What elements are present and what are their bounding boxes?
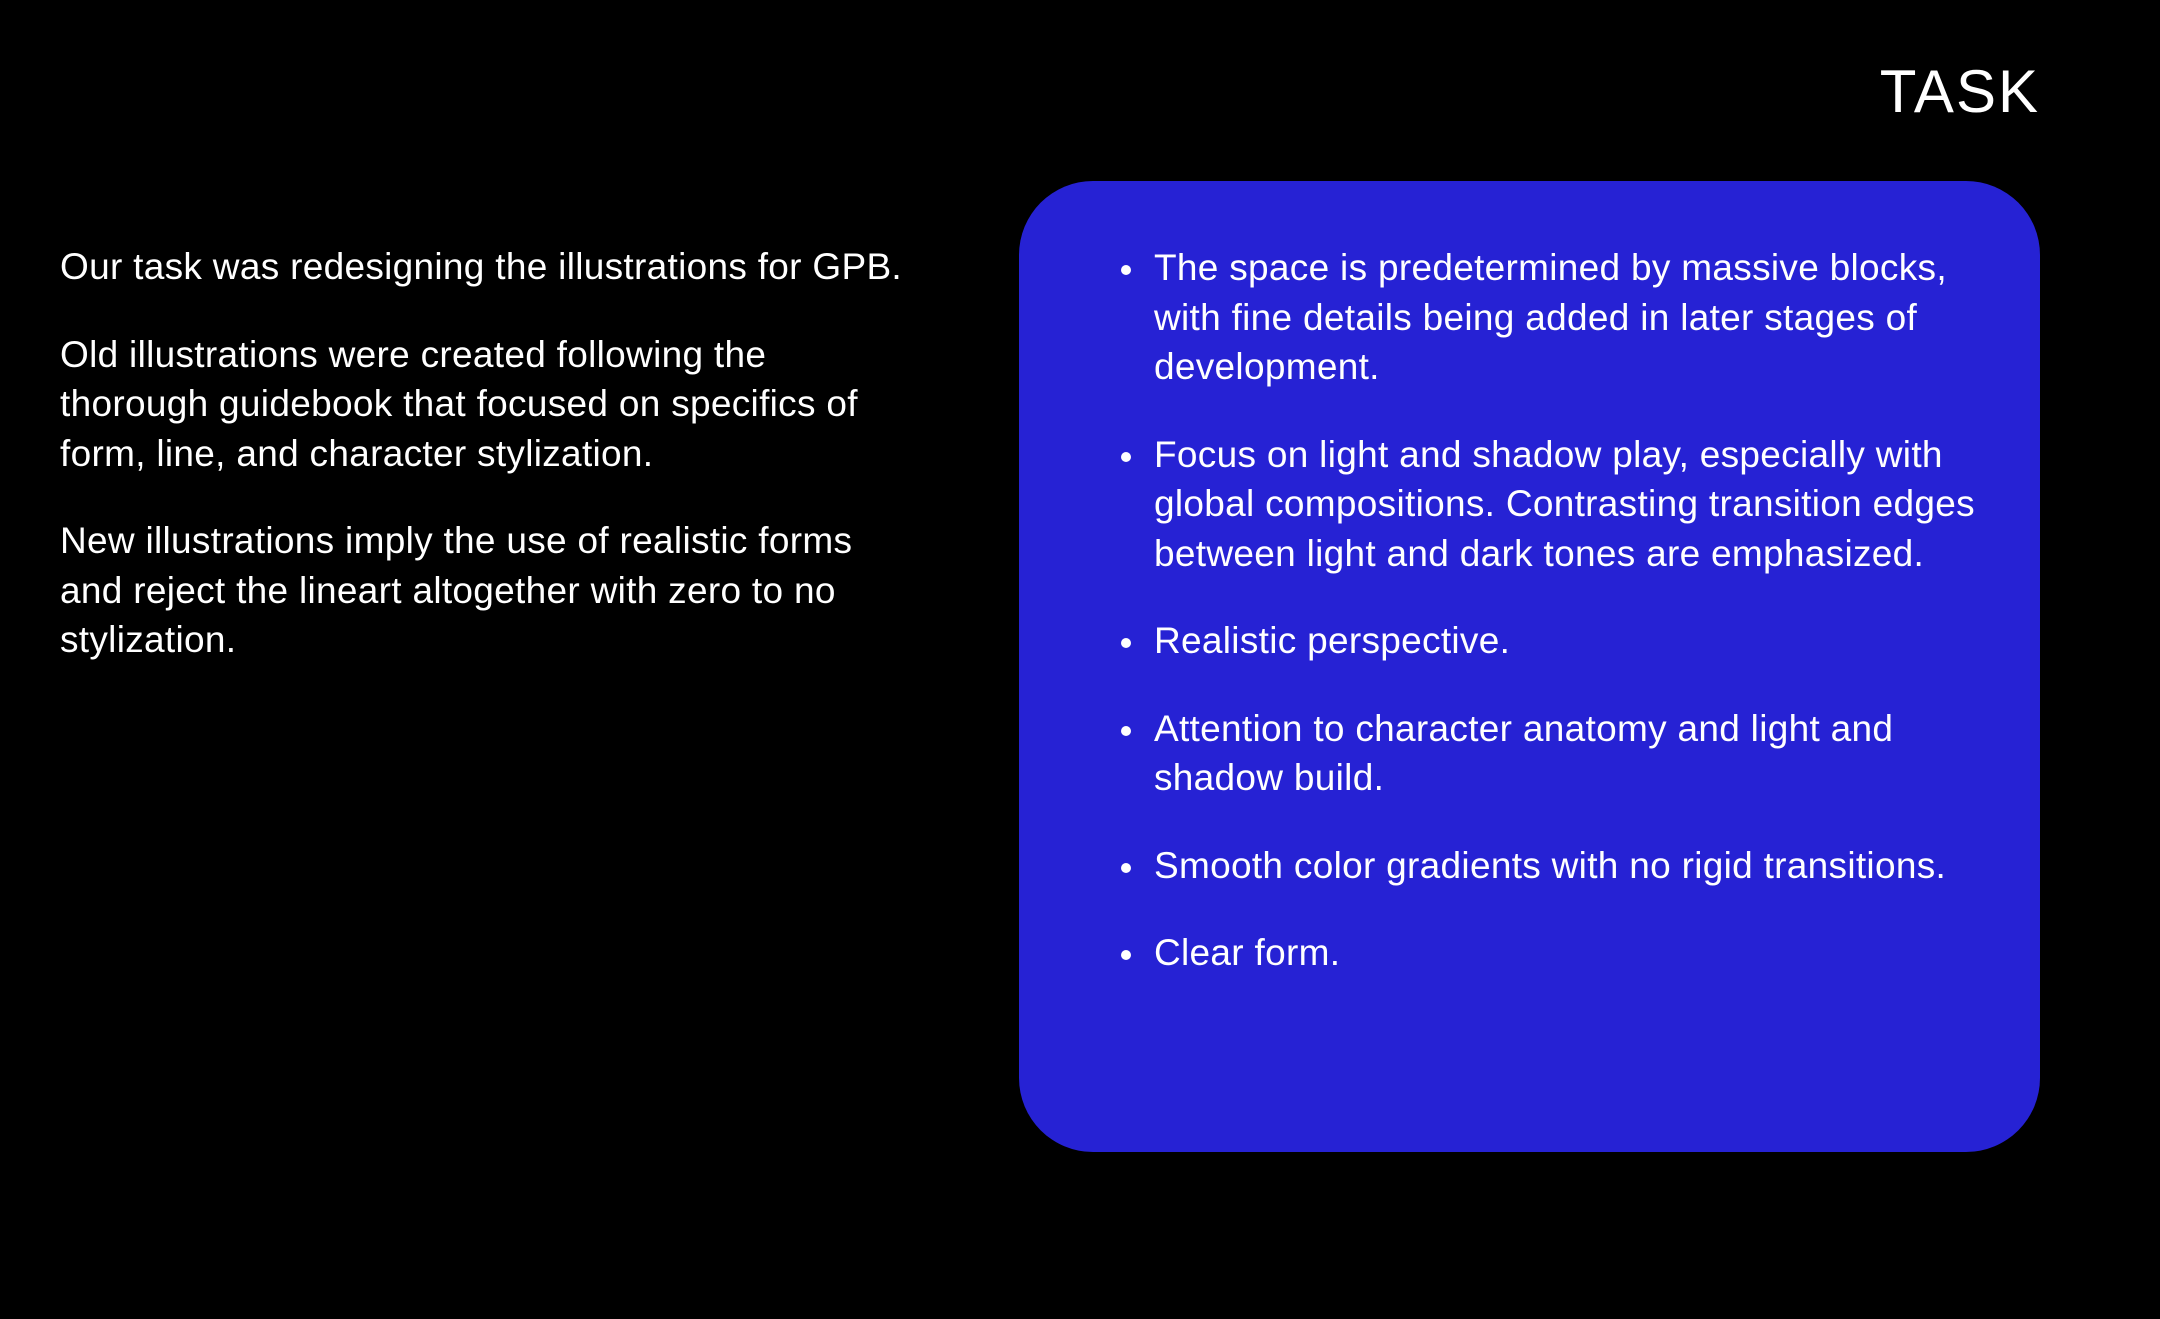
- task-list-item: [1101, 430, 1980, 579]
- bullet-icon: [1121, 863, 1131, 873]
- bullet-icon: [1121, 950, 1131, 960]
- intro-text: [60, 242, 920, 703]
- task-list-item: [1101, 841, 1980, 891]
- task-item-text: Smooth color gradients with no rigid transitions.: [1154, 844, 1947, 886]
- task-item-text: Focus on light and shadow play, especially with global compositions. Contrasting transition edges between light and dark tones are emphasized.: [1154, 433, 1975, 574]
- bullet-icon: [1121, 452, 1131, 462]
- task-list-item: [1101, 704, 1980, 803]
- task-list-item: [1101, 616, 1980, 666]
- task-item-text: Realistic perspective.: [1154, 620, 1511, 661]
- task-list-item: [1101, 243, 1980, 392]
- task-item-text: Attention to character anatomy and light and shadow build.: [1154, 707, 1894, 798]
- intro-paragraph: Our task was redesigning the illustrations for GPB.: [60, 246, 903, 287]
- bullet-icon: [1121, 638, 1131, 648]
- task-item-text: The space is predetermined by massive blocks, with fine details being added in later stages of development.: [1154, 247, 1947, 387]
- task-list: [1101, 243, 1980, 978]
- intro-paragraph: New illustrations imply the use of realistic forms and reject the lineart altogether with zero to no stylization.: [60, 520, 853, 660]
- bullet-icon: [1121, 726, 1131, 736]
- task-item-text: Clear form.: [1154, 932, 1341, 973]
- intro-paragraph: Old illustrations were created following the thorough guidebook that focused on specifics of form, line, and character stylization.: [60, 333, 858, 474]
- task-card: [1019, 181, 2040, 1152]
- page-title: TASK: [1879, 58, 2040, 125]
- bullet-icon: [1121, 265, 1131, 275]
- task-list-item: [1101, 928, 1980, 978]
